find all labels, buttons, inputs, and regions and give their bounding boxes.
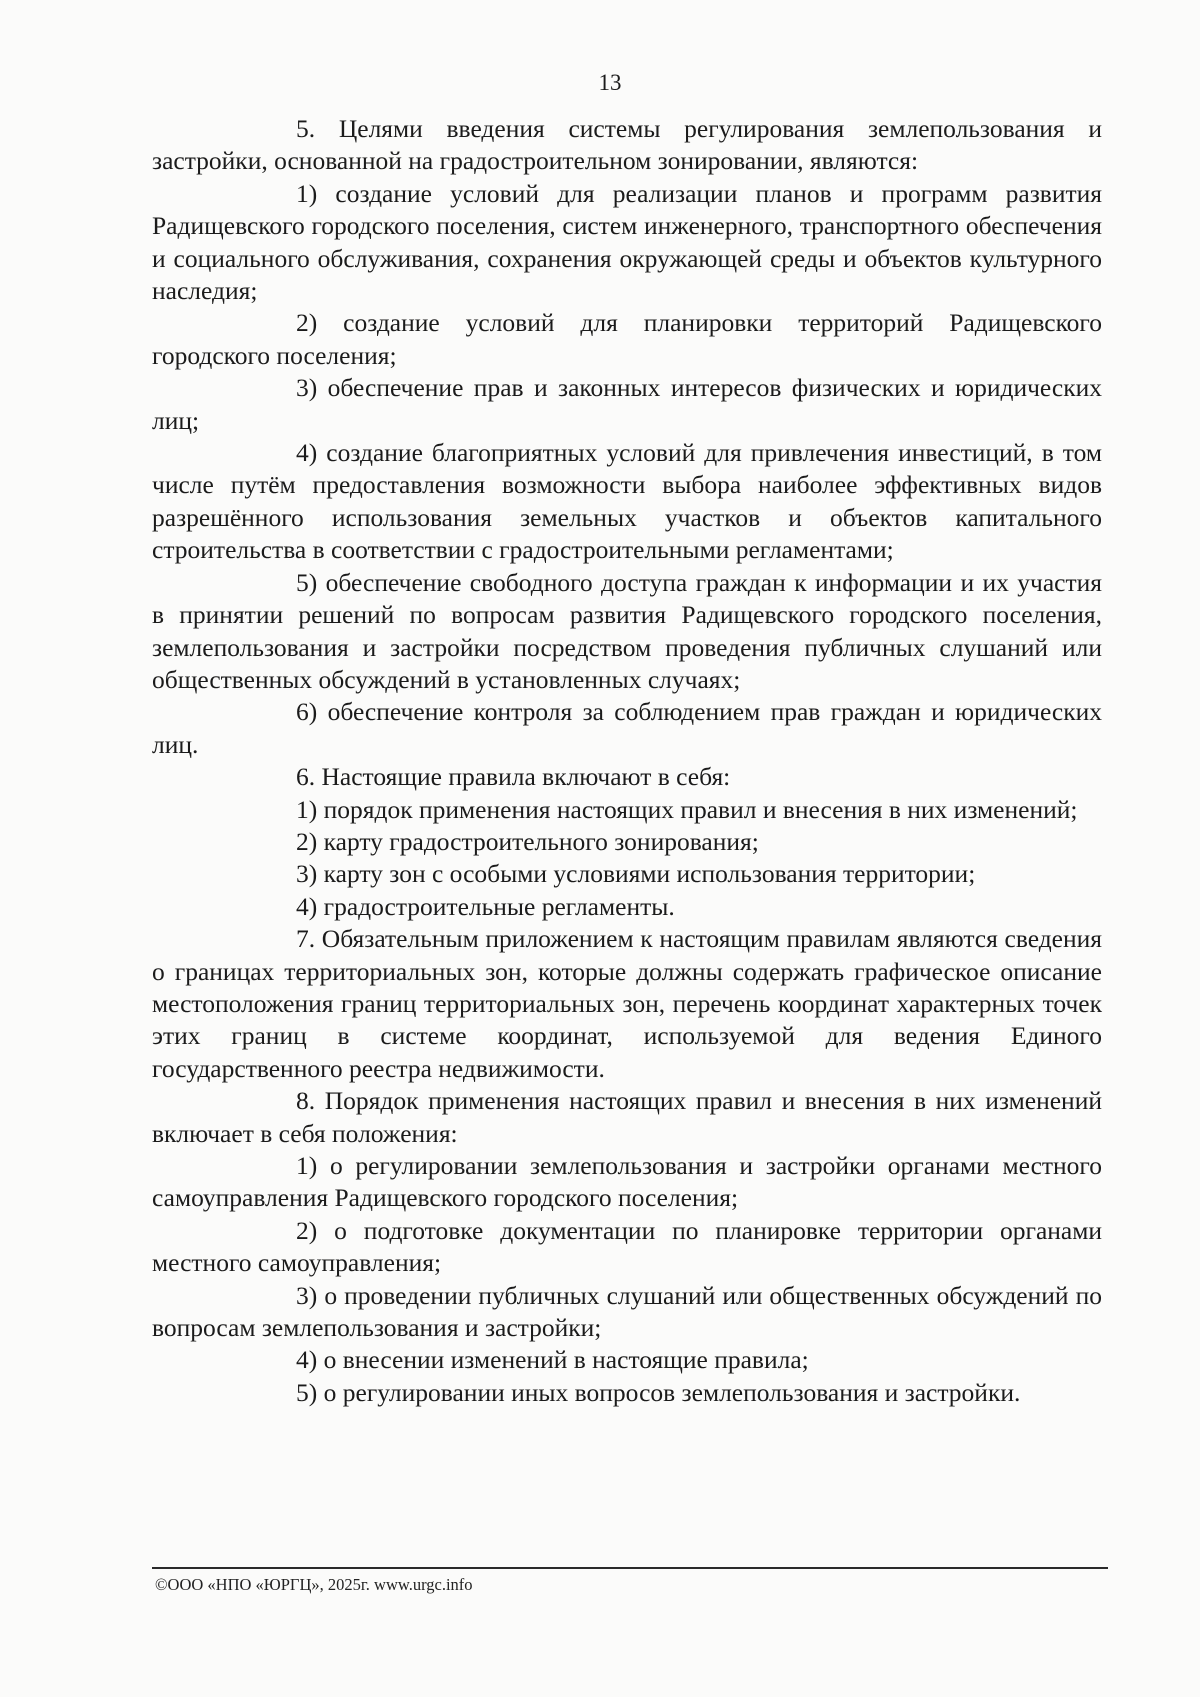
- item-number: 3): [296, 859, 318, 889]
- footer-copyright: ©ООО «НПО «ЮРГЦ», 2025г. www.urgc.info: [155, 1575, 473, 1594]
- item-number: 3): [296, 1280, 318, 1310]
- footer-divider: [152, 1567, 1108, 1569]
- list-item: [152, 1377, 1102, 1409]
- paragraph-text: о регулировании землепользования и застройки органами местного самоуправления Радищевского городского поселения;: [152, 1151, 1103, 1213]
- paragraph-text: обеспечение прав и законных интересов физических и юридических лиц;: [152, 373, 1102, 435]
- paragraph-text: градостроительные регламенты.: [323, 891, 675, 921]
- item-number: 3): [296, 373, 318, 403]
- page-number: 13: [598, 70, 622, 95]
- item-number: 2): [296, 826, 318, 856]
- paragraph-text: о подготовке документации по планировке территории органами местного самоуправления;: [152, 1215, 1103, 1278]
- list-item: [152, 567, 1102, 697]
- paragraph-6: [152, 761, 1102, 793]
- item-number: 1): [296, 794, 318, 824]
- list-item: [152, 1344, 1102, 1376]
- item-number: 1): [296, 1151, 318, 1180]
- paragraph-text: создание условий для реализации планов и программ развития Радищевского городского поселения, систем инженерного, транспортного обеспечения и социального обслуживания, сохранения окружающей среды и объектов культурного наследия;: [152, 178, 1102, 306]
- paragraph-text: о регулировании иных вопросов землепользования и застройки.: [323, 1377, 1021, 1407]
- paragraph-text: карту градостроительного зонирования;: [323, 826, 759, 856]
- list-item: [152, 858, 1102, 890]
- document-body: [152, 113, 1102, 1409]
- list-item: [152, 372, 1102, 437]
- list-item: [152, 307, 1102, 372]
- paragraph-text: Порядок применения настоящих правил и внесения в них изменений включает в себя положения:: [152, 1086, 1102, 1148]
- item-number: 5): [296, 1377, 318, 1407]
- list-item: [152, 437, 1102, 567]
- list-item: [152, 178, 1102, 308]
- paragraph-text: создание условий для планировки территорий Радищевского городского поселения;: [152, 308, 1103, 370]
- paragraph-text: Настоящие правила включают в себя:: [321, 762, 731, 792]
- item-number: 4): [296, 891, 318, 921]
- paragraph-text: Обязательным приложением к настоящим правилам являются сведения о границах территориальных зон, которые должны содержать графическое описание местоположения границ территориальных зон, перечень координат характерных точек этих границ в системе координат, используемой для ведения Единого государственного реестра недвижимости.: [152, 924, 1103, 1083]
- item-number: 6): [296, 697, 318, 727]
- item-number: 7.: [296, 924, 316, 954]
- paragraph-text: о внесении изменений в настоящие правила;: [323, 1345, 809, 1375]
- paragraph-text: о проведении публичных слушаний или общественных обсуждений по вопросам землепользования и застройки;: [152, 1280, 1103, 1343]
- list-item: [152, 1280, 1102, 1345]
- item-number: 8.: [296, 1086, 316, 1116]
- item-number: 2): [296, 308, 318, 338]
- paragraph-text: порядок применения настоящих правил и внесения в них изменений;: [323, 794, 1078, 824]
- paragraph-8: [152, 1085, 1102, 1150]
- list-item: [152, 1150, 1102, 1215]
- list-item: [152, 826, 1102, 858]
- item-number: 1): [296, 178, 318, 208]
- item-number: 5): [296, 567, 318, 597]
- list-item: [152, 1215, 1102, 1280]
- item-number: 4): [296, 1345, 318, 1375]
- paragraph-text: Целями введения системы регулирования землепользования и застройки, основанной на градостроительном зонировании, являются:: [152, 114, 1103, 176]
- paragraph-text: создание благоприятных условий для привлечения инвестиций, в том числе путём предоставления возможности выбора наиболее эффективных видов разрешённого использования земельных участков и объектов капитального строительства в соответствии с градостроительными регламентами;: [152, 438, 1103, 565]
- list-item: [152, 794, 1102, 826]
- paragraph-text: обеспечение контроля за соблюдением прав граждан и юридических лиц.: [152, 697, 1103, 759]
- paragraph-7: [152, 923, 1102, 1085]
- list-item: [152, 696, 1102, 761]
- list-item: [152, 891, 1102, 923]
- item-number: 2): [296, 1215, 318, 1245]
- item-number: 4): [296, 438, 318, 468]
- item-number: 6.: [296, 762, 316, 792]
- item-number: 5.: [296, 114, 316, 143]
- paragraph-text: карту зон с особыми условиями использования территории;: [323, 859, 976, 889]
- paragraph-5: [152, 113, 1102, 178]
- paragraph-text: обеспечение свободного доступа граждан к информации и их участия в принятии решений по вопросам развития Радищевского городского поселения, землепользования и застройки посредством проведения публичных слушаний или общественных обсуждений в установленных случаях;: [152, 567, 1103, 694]
